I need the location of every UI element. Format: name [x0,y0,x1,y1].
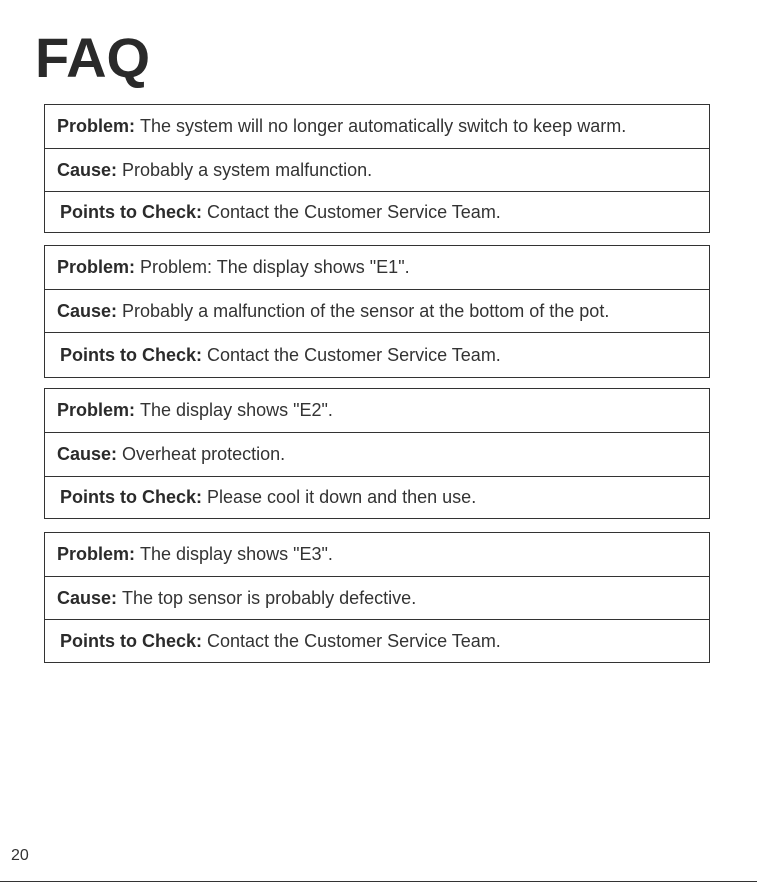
cause-label: Cause: [57,587,118,608]
problem-text: The system will no longer automatically switch to keep warm. [140,116,627,136]
cause-text: Overheat protection. [122,444,286,464]
problem-text: Problem: The display shows "E1". [140,257,410,277]
check-row [45,332,709,377]
cause-label: Cause: [57,444,118,464]
cause-row [45,576,709,619]
problem-text: The display shows "E2". [140,400,333,420]
check-text: Contact the Customer Service Team. [207,630,501,651]
check-label: Points to Check: [60,201,203,222]
faq-item [44,245,710,378]
cause-row [45,432,709,476]
cause-row [45,289,709,332]
check-text: Please cool it down and then use. [207,487,477,507]
check-label: Points to Check: [60,630,203,651]
check-row [45,476,709,518]
problem-label: Problem: [57,116,136,136]
faq-item [44,388,710,519]
problem-text: The display shows "E3". [140,544,333,564]
problem-label: Problem: [57,257,136,277]
faq-item [44,104,710,233]
cause-text: Probably a system malfunction. [122,159,373,180]
page-number: 20 [11,847,29,864]
problem-label: Problem: [57,544,136,564]
check-label: Points to Check: [60,344,203,365]
cause-text: The top sensor is probably defective. [122,587,417,608]
cause-label: Cause: [57,159,118,180]
problem-row [45,105,709,148]
problem-row [45,246,709,289]
cause-text: Probably a malfunction of the sensor at the bottom of the pot. [122,300,610,321]
check-text: Contact the Customer Service Team. [207,201,501,222]
page-title: FAQ [35,26,151,89]
problem-row [45,389,709,432]
cause-row [45,148,709,191]
check-row [45,619,709,662]
cause-label: Cause: [57,300,118,321]
check-row [45,191,709,232]
faq-item [44,532,710,663]
check-text: Contact the Customer Service Team. [207,344,501,365]
problem-label: Problem: [57,400,136,420]
check-label: Points to Check: [60,487,203,507]
problem-row [45,533,709,576]
bottom-divider [0,881,757,882]
